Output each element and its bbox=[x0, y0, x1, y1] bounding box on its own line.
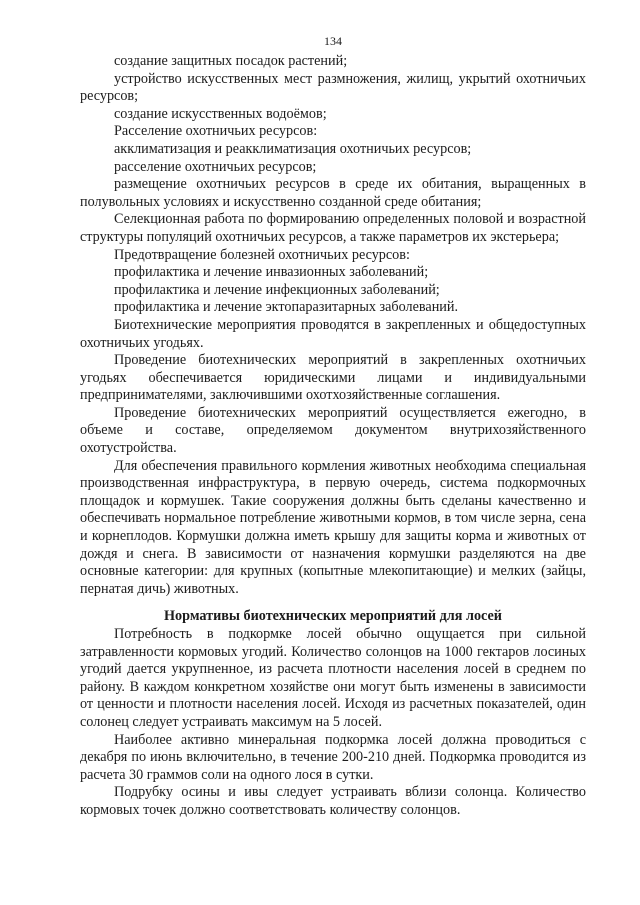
paragraph: Селекционная работа по формированию определенных половой и возрастной структуры популяций охотничьих ресурсов, а также параметров их экстерьера; bbox=[80, 211, 586, 245]
paragraph: Биотехнические мероприятия проводятся в закрепленных и общедоступных охотничьих угодьях. bbox=[80, 316, 586, 351]
paragraph: создание защитных посадок растений; bbox=[114, 53, 348, 69]
paragraph: Проведение биотехнических мероприятий осуществляется ежегодно, в объеме и составе, определяемом документом внутрихозяйственного охотустройства. bbox=[80, 404, 586, 457]
paragraph: акклиматизация и реакклиматизация охотничьих ресурсов; bbox=[114, 140, 472, 157]
paragraph: профилактика и лечение эктопаразитарных заболеваний. bbox=[114, 299, 459, 316]
paragraph: создание искусственных водоёмов; bbox=[114, 105, 327, 122]
paragraph: Предотвращение болезней охотничьих ресурсов: bbox=[114, 246, 410, 263]
paragraph: Потребность в подкормке лосей обычно ощущается при сильной затравленности кормовых угодий. Количество солонцов на 1000 гектаров лосиных угодий дается укрупненное, из расчета плотности населения лосей в среднем по району. В каждом конкретном хозяйстве они могут быть изменены в зависимости от ценности и плотности населения лосей. Исходя из расчетных показателей, один солонец следует устраивать максимум на 5 лосей. bbox=[80, 626, 586, 730]
paragraph: профилактика и лечение инвазионных заболеваний; bbox=[114, 264, 429, 281]
paragraph: Проведение биотехнических мероприятий в закрепленных охотничьих угодьях обеспечивается юридическими лицами и индивидуальными предпринимателями, заключившими охотхозяйственные соглашения. bbox=[80, 352, 586, 404]
paragraph: устройство искусственных мест размножения, жилищ, укрытий охотничьих ресурсов; bbox=[80, 70, 586, 105]
page-number: 134 bbox=[324, 34, 342, 48]
paragraph: Подрубку осины и ивы следует устраивать вблизи солонца. Количество кормовых точек должно соответствовать количеству солонцов. bbox=[80, 784, 586, 818]
section-heading: Нормативы биотехнических мероприятий для лосей bbox=[164, 608, 502, 625]
paragraph: Для обеспечения правильного кормления животных необходима специальная производственная инфраструктура, в первую очередь, система подкормочных площадок и кормушек. Такие сооружения должны быть сделаны качественно и обеспечивать нормальное потребление животными кормов, в том числе зерна, сена и корнеплодов. Кормушки должна иметь крышу для защиты корма и животных от дождя и снега. В зависимости от назначения кормушки разделяются на две основные категории: для крупных (копытные млекопитающие) и мелких (зайцы, пернатая дичь) животных. bbox=[80, 457, 586, 597]
paragraph: Наиболее активно минеральная подкормка лосей должна проводиться с декабря по июнь включительно, в течение 200-210 дней. Подкормка проводится из расчета 30 граммов соли на одного лося в сутки. bbox=[80, 731, 586, 783]
paragraph: размещение охотничьих ресурсов в среде их обитания, выращенных в полувольных условиях и искусственно созданной среде обитания; bbox=[80, 176, 586, 210]
paragraph: Расселение охотничьих ресурсов: bbox=[114, 123, 318, 140]
paragraph: профилактика и лечение инфекционных заболеваний; bbox=[114, 281, 440, 298]
paragraph: расселение охотничьих ресурсов; bbox=[114, 158, 317, 175]
